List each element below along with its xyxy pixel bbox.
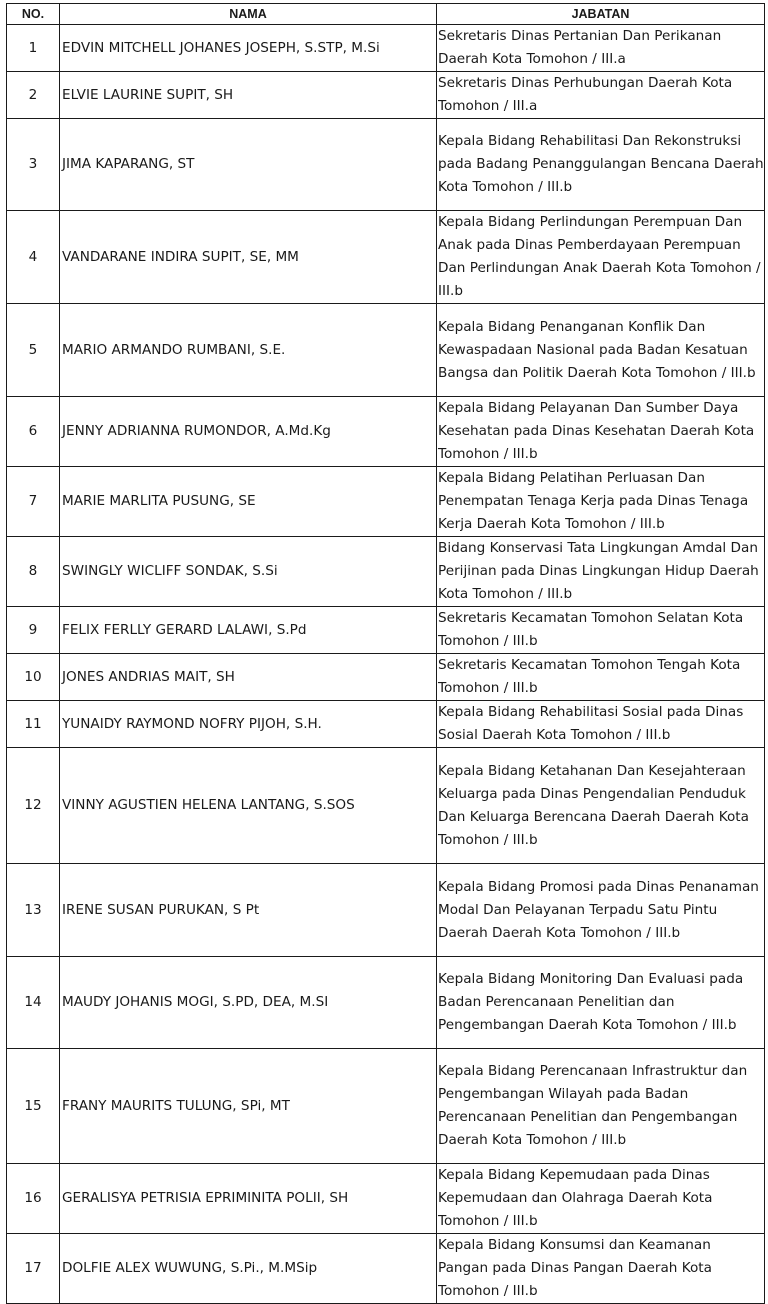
row-nama: YUNAIDY RAYMOND NOFRY PIJOH, S.H.	[60, 701, 437, 748]
table-row	[7, 25, 765, 72]
table-row	[7, 654, 765, 701]
table-row	[7, 211, 765, 304]
row-jabatan: Kepala Bidang Kepemudaan pada Dinas Kepemudaan dan Olahraga Daerah Kota Tomohon / III.b	[437, 1164, 765, 1234]
row-no: 11	[7, 701, 60, 748]
row-no: 1	[7, 25, 60, 72]
row-no: 7	[7, 467, 60, 537]
table-row	[7, 304, 765, 397]
table-row	[7, 864, 765, 957]
row-nama: FELIX FERLLY GERARD LALAWI, S.Pd	[60, 607, 437, 654]
row-nama: MARIO ARMANDO RUMBANI, S.E.	[60, 304, 437, 397]
table-row	[7, 607, 765, 654]
row-jabatan: Kepala Bidang Pelayanan Dan Sumber Daya Kesehatan pada Dinas Kesehatan Daerah Kota Tomohon / III.b	[437, 397, 765, 467]
row-jabatan: Kepala Bidang Perencanaan Infrastruktur dan Pengembangan Wilayah pada Badan Perencanaan Penelitian dan Pengembangan Daerah Kota Tomohon / III.b	[437, 1049, 765, 1164]
row-nama: GERALISYA PETRISIA EPRIMINITA POLII, SH	[60, 1164, 437, 1234]
personnel-table	[6, 3, 765, 1304]
table-row	[7, 1164, 765, 1234]
row-jabatan: Kepala Bidang Rehabilitasi Dan Rekonstruksi pada Badang Penanggulangan Bencana Daerah Kota Tomohon / III.b	[437, 119, 765, 211]
row-jabatan: Kepala Bidang Rehabilitasi Sosial pada Dinas Sosial Daerah Kota Tomohon / III.b	[437, 701, 765, 748]
row-no: 2	[7, 72, 60, 119]
row-nama: JONES ANDRIAS MAIT, SH	[60, 654, 437, 701]
row-jabatan: Kepala Bidang Konsumsi dan Keamanan Pangan pada Dinas Pangan Daerah Kota Tomohon / III.b	[437, 1234, 765, 1304]
row-no: 17	[7, 1234, 60, 1304]
row-jabatan: Sekretaris Dinas Pertanian Dan Perikanan Daerah Kota Tomohon / III.a	[437, 25, 765, 72]
row-jabatan: Kepala Bidang Monitoring Dan Evaluasi pada Badan Perencanaan Penelitian dan Pengembangan Daerah Kota Tomohon / III.b	[437, 957, 765, 1049]
row-no: 15	[7, 1049, 60, 1164]
table-body	[7, 25, 765, 1304]
row-jabatan: Kepala Bidang Perlindungan Perempuan Dan Anak pada Dinas Pemberdayaan Perempuan Dan Perlindungan Anak Daerah Kota Tomohon / III.b	[437, 211, 765, 304]
row-no: 4	[7, 211, 60, 304]
row-jabatan: Bidang Konservasi Tata Lingkungan Amdal Dan Perijinan pada Dinas Lingkungan Hidup Daerah Kota Tomohon / III.b	[437, 537, 765, 607]
row-nama: ELVIE LAURINE SUPIT, SH	[60, 72, 437, 119]
table-row	[7, 1234, 765, 1304]
header-nama: NAMA	[60, 4, 437, 25]
header-no: NO.	[7, 4, 60, 25]
row-jabatan: Sekretaris Kecamatan Tomohon Selatan Kota Tomohon / III.b	[437, 607, 765, 654]
row-nama: JIMA KAPARANG, ST	[60, 119, 437, 211]
personnel-table-sheet	[6, 3, 764, 1304]
row-nama: FRANY MAURITS TULUNG, SPi, MT	[60, 1049, 437, 1164]
row-no: 9	[7, 607, 60, 654]
row-nama: IRENE SUSAN PURUKAN, S Pt	[60, 864, 437, 957]
row-no: 5	[7, 304, 60, 397]
row-jabatan: Kepala Bidang Promosi pada Dinas Penanaman Modal Dan Pelayanan Terpadu Satu Pintu Daerah Daerah Kota Tomohon / III.b	[437, 864, 765, 957]
row-jabatan: Kepala Bidang Pelatihan Perluasan Dan Penempatan Tenaga Kerja pada Dinas Tenaga Kerja Daerah Kota Tomohon / III.b	[437, 467, 765, 537]
table-row	[7, 537, 765, 607]
table-header-row	[7, 4, 765, 25]
row-no: 6	[7, 397, 60, 467]
table-row	[7, 467, 765, 537]
row-nama: DOLFIE ALEX WUWUNG, S.Pi., M.MSip	[60, 1234, 437, 1304]
row-no: 14	[7, 957, 60, 1049]
row-nama: EDVIN MITCHELL JOHANES JOSEPH, S.STP, M.Si	[60, 25, 437, 72]
table-row	[7, 1049, 765, 1164]
row-no: 13	[7, 864, 60, 957]
row-nama: SWINGLY WICLIFF SONDAK, S.Si	[60, 537, 437, 607]
row-no: 16	[7, 1164, 60, 1234]
row-nama: MARIE MARLITA PUSUNG, SE	[60, 467, 437, 537]
row-nama: MAUDY JOHANIS MOGI, S.PD, DEA, M.SI	[60, 957, 437, 1049]
row-nama: VINNY AGUSTIEN HELENA LANTANG, S.SOS	[60, 748, 437, 864]
row-no: 12	[7, 748, 60, 864]
row-nama: JENNY ADRIANNA RUMONDOR, A.Md.Kg	[60, 397, 437, 467]
row-jabatan: Kepala Bidang Ketahanan Dan Kesejahteraan Keluarga pada Dinas Pengendalian Penduduk Dan Keluarga Berencana Daerah Daerah Kota Tomohon / III.b	[437, 748, 765, 864]
row-jabatan: Kepala Bidang Penanganan Konflik Dan Kewaspadaan Nasional pada Badan Kesatuan Bangsa dan Politik Daerah Kota Tomohon / III.b	[437, 304, 765, 397]
table-row	[7, 701, 765, 748]
row-nama: VANDARANE INDIRA SUPIT, SE, MM	[60, 211, 437, 304]
row-jabatan: Sekretaris Dinas Perhubungan Daerah Kota Tomohon / III.a	[437, 72, 765, 119]
row-no: 8	[7, 537, 60, 607]
row-no: 3	[7, 119, 60, 211]
row-no: 10	[7, 654, 60, 701]
header-jabatan: JABATAN	[437, 4, 765, 25]
table-row	[7, 72, 765, 119]
table-row	[7, 397, 765, 467]
row-jabatan: Sekretaris Kecamatan Tomohon Tengah Kota Tomohon / III.b	[437, 654, 765, 701]
table-row	[7, 748, 765, 864]
table-row	[7, 957, 765, 1049]
table-row	[7, 119, 765, 211]
